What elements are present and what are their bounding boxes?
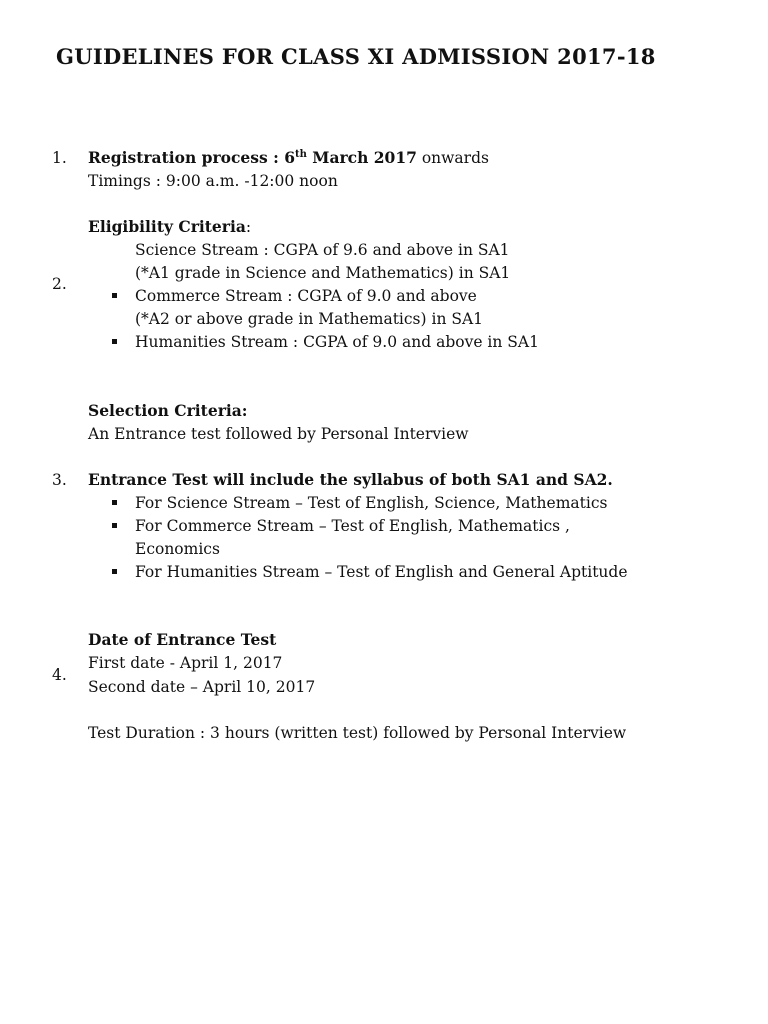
first-date: First date - April 1, 2017 xyxy=(88,654,283,672)
registration-onwards: onwards xyxy=(416,149,489,167)
bullet-icon xyxy=(112,339,117,344)
registration-date: March 2017 xyxy=(306,148,417,167)
eligibility-item-science-note: (*A1 grade in Science and Mathematics) in SA1 xyxy=(135,264,511,282)
registration-line xyxy=(88,148,489,168)
test-date-heading: Date of Entrance Test xyxy=(88,630,277,649)
eligibility-heading xyxy=(88,217,251,237)
registration-sup: th xyxy=(295,148,307,160)
entrance-test-heading: Entrance Test will include the syllabus of both SA1 and SA2. xyxy=(88,470,613,489)
test-duration: Test Duration : 3 hours (written test) followed by Personal Interview xyxy=(88,724,627,742)
selection-heading: Selection Criteria: xyxy=(88,401,248,420)
second-date: Second date – April 10, 2017 xyxy=(88,678,316,696)
entrance-item-commerce: For Commerce Stream – Test of English, Mathematics , xyxy=(135,517,570,535)
registration-label: Registration process : 6 xyxy=(88,148,296,167)
entrance-item-science: For Science Stream – Test of English, Science, Mathematics xyxy=(135,494,608,512)
eligibility-item-commerce-note: (*A2 or above grade in Mathematics) in SA1 xyxy=(135,310,484,328)
section-1-number: 1. xyxy=(52,149,67,167)
eligibility-heading-colon: : xyxy=(245,218,252,236)
section-4-number: 4. xyxy=(52,666,67,684)
bullet-icon xyxy=(112,523,117,528)
bullet-icon xyxy=(112,500,117,505)
selection-text: An Entrance test followed by Personal Interview xyxy=(88,425,469,443)
timings-line: Timings : 9:00 a.m. -12:00 noon xyxy=(88,172,338,190)
section-3-number: 3. xyxy=(52,471,67,489)
section-2-number: 2. xyxy=(52,275,67,293)
bullet-icon xyxy=(112,293,117,298)
eligibility-item-science: Science Stream : CGPA of 9.6 and above in SA1 xyxy=(135,241,510,259)
entrance-item-commerce-cont: Economics xyxy=(135,540,220,558)
entrance-item-humanities: For Humanities Stream – Test of English and General Aptitude xyxy=(135,563,628,581)
document-title: GUIDELINES FOR CLASS XI ADMISSION 2017-18 xyxy=(56,44,656,69)
eligibility-item-commerce: Commerce Stream : CGPA of 9.0 and above xyxy=(135,287,477,305)
eligibility-heading-text: Eligibility Criteria xyxy=(88,217,246,236)
eligibility-item-humanities: Humanities Stream : CGPA of 9.0 and above in SA1 xyxy=(135,333,539,351)
bullet-icon xyxy=(112,569,117,574)
